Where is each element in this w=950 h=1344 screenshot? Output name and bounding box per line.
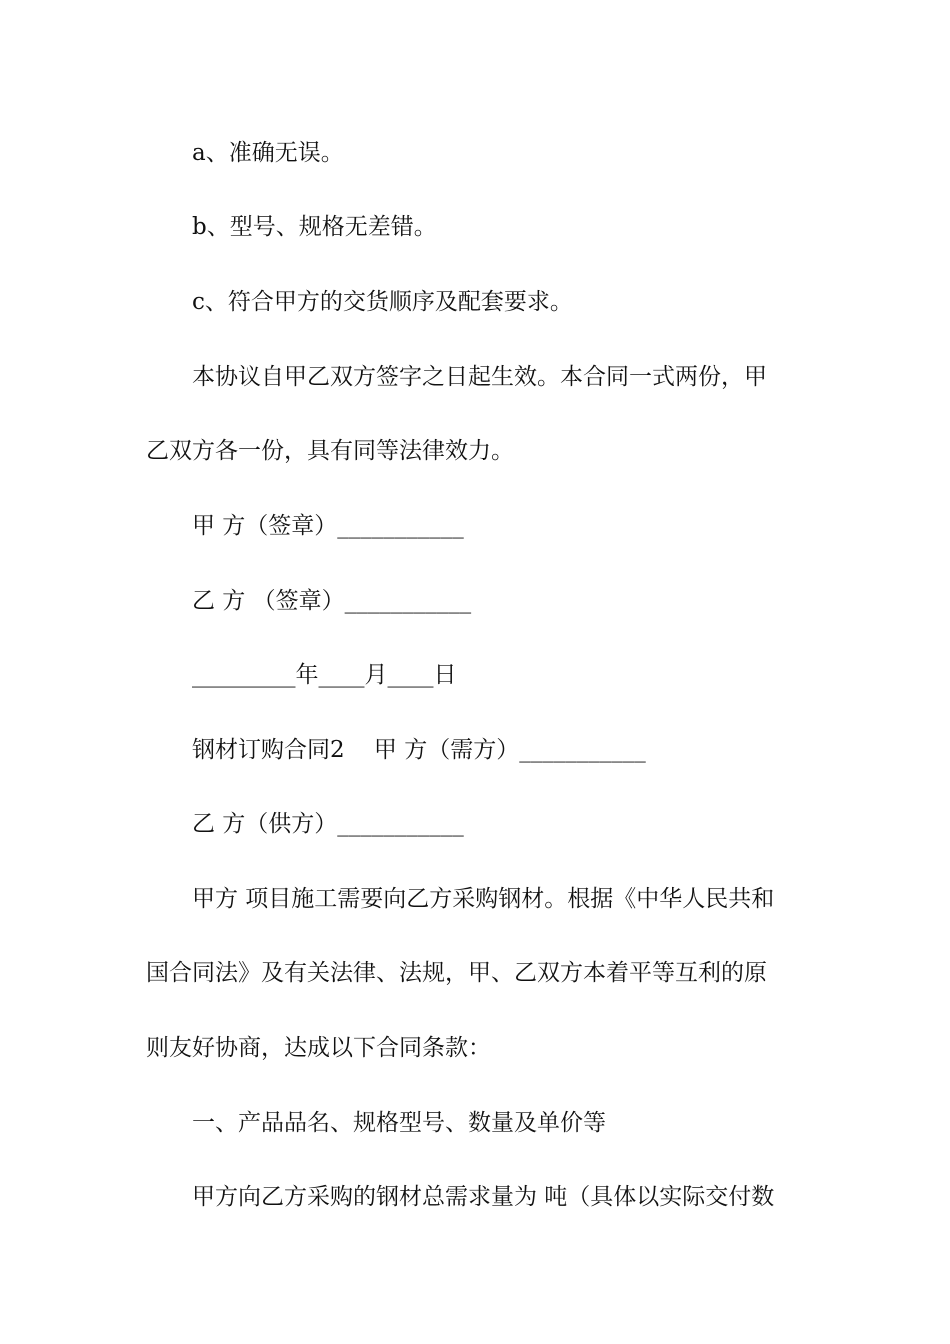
section-heading: 一、产品品名、规格型号、数量及单价等 bbox=[192, 1110, 606, 1136]
signature-date: _________年____月____日 bbox=[192, 662, 457, 688]
contract-intro-line-1: 甲方 项目施工需要向乙方采购钢材。根据《中华人民共和 bbox=[192, 886, 775, 912]
party-a-signature: 甲 方（签章）___________ bbox=[192, 513, 464, 539]
contract-intro-line-3: 则友好协商，达成以下合同条款： bbox=[146, 1035, 491, 1061]
contract-intro-line-2: 国合同法》及有关法律、法规，甲、乙双方本着平等互利的原 bbox=[146, 960, 767, 986]
effective-clause-line-1: 本协议自甲乙双方签字之日起生效。本合同一式两份，甲 bbox=[192, 364, 767, 390]
clause-c: c、符合甲方的交货顺序及配套要求。 bbox=[192, 289, 573, 315]
party-b-supplier: 乙 方（供方）___________ bbox=[192, 811, 464, 837]
clause-b: b、型号、规格无差错。 bbox=[192, 214, 437, 240]
party-b-signature: 乙 方 （签章）___________ bbox=[192, 588, 472, 614]
quantity-clause: 甲方向乙方采购的钢材总需求量为 吨（具体以实际交付数 bbox=[192, 1184, 775, 1210]
effective-clause-line-2: 乙双方各一份，具有同等法律效力。 bbox=[146, 438, 514, 464]
contract-2-title-party-a: 钢材订购合同2 甲 方（需方）___________ bbox=[192, 737, 646, 763]
clause-a: a、准确无误。 bbox=[192, 140, 344, 166]
